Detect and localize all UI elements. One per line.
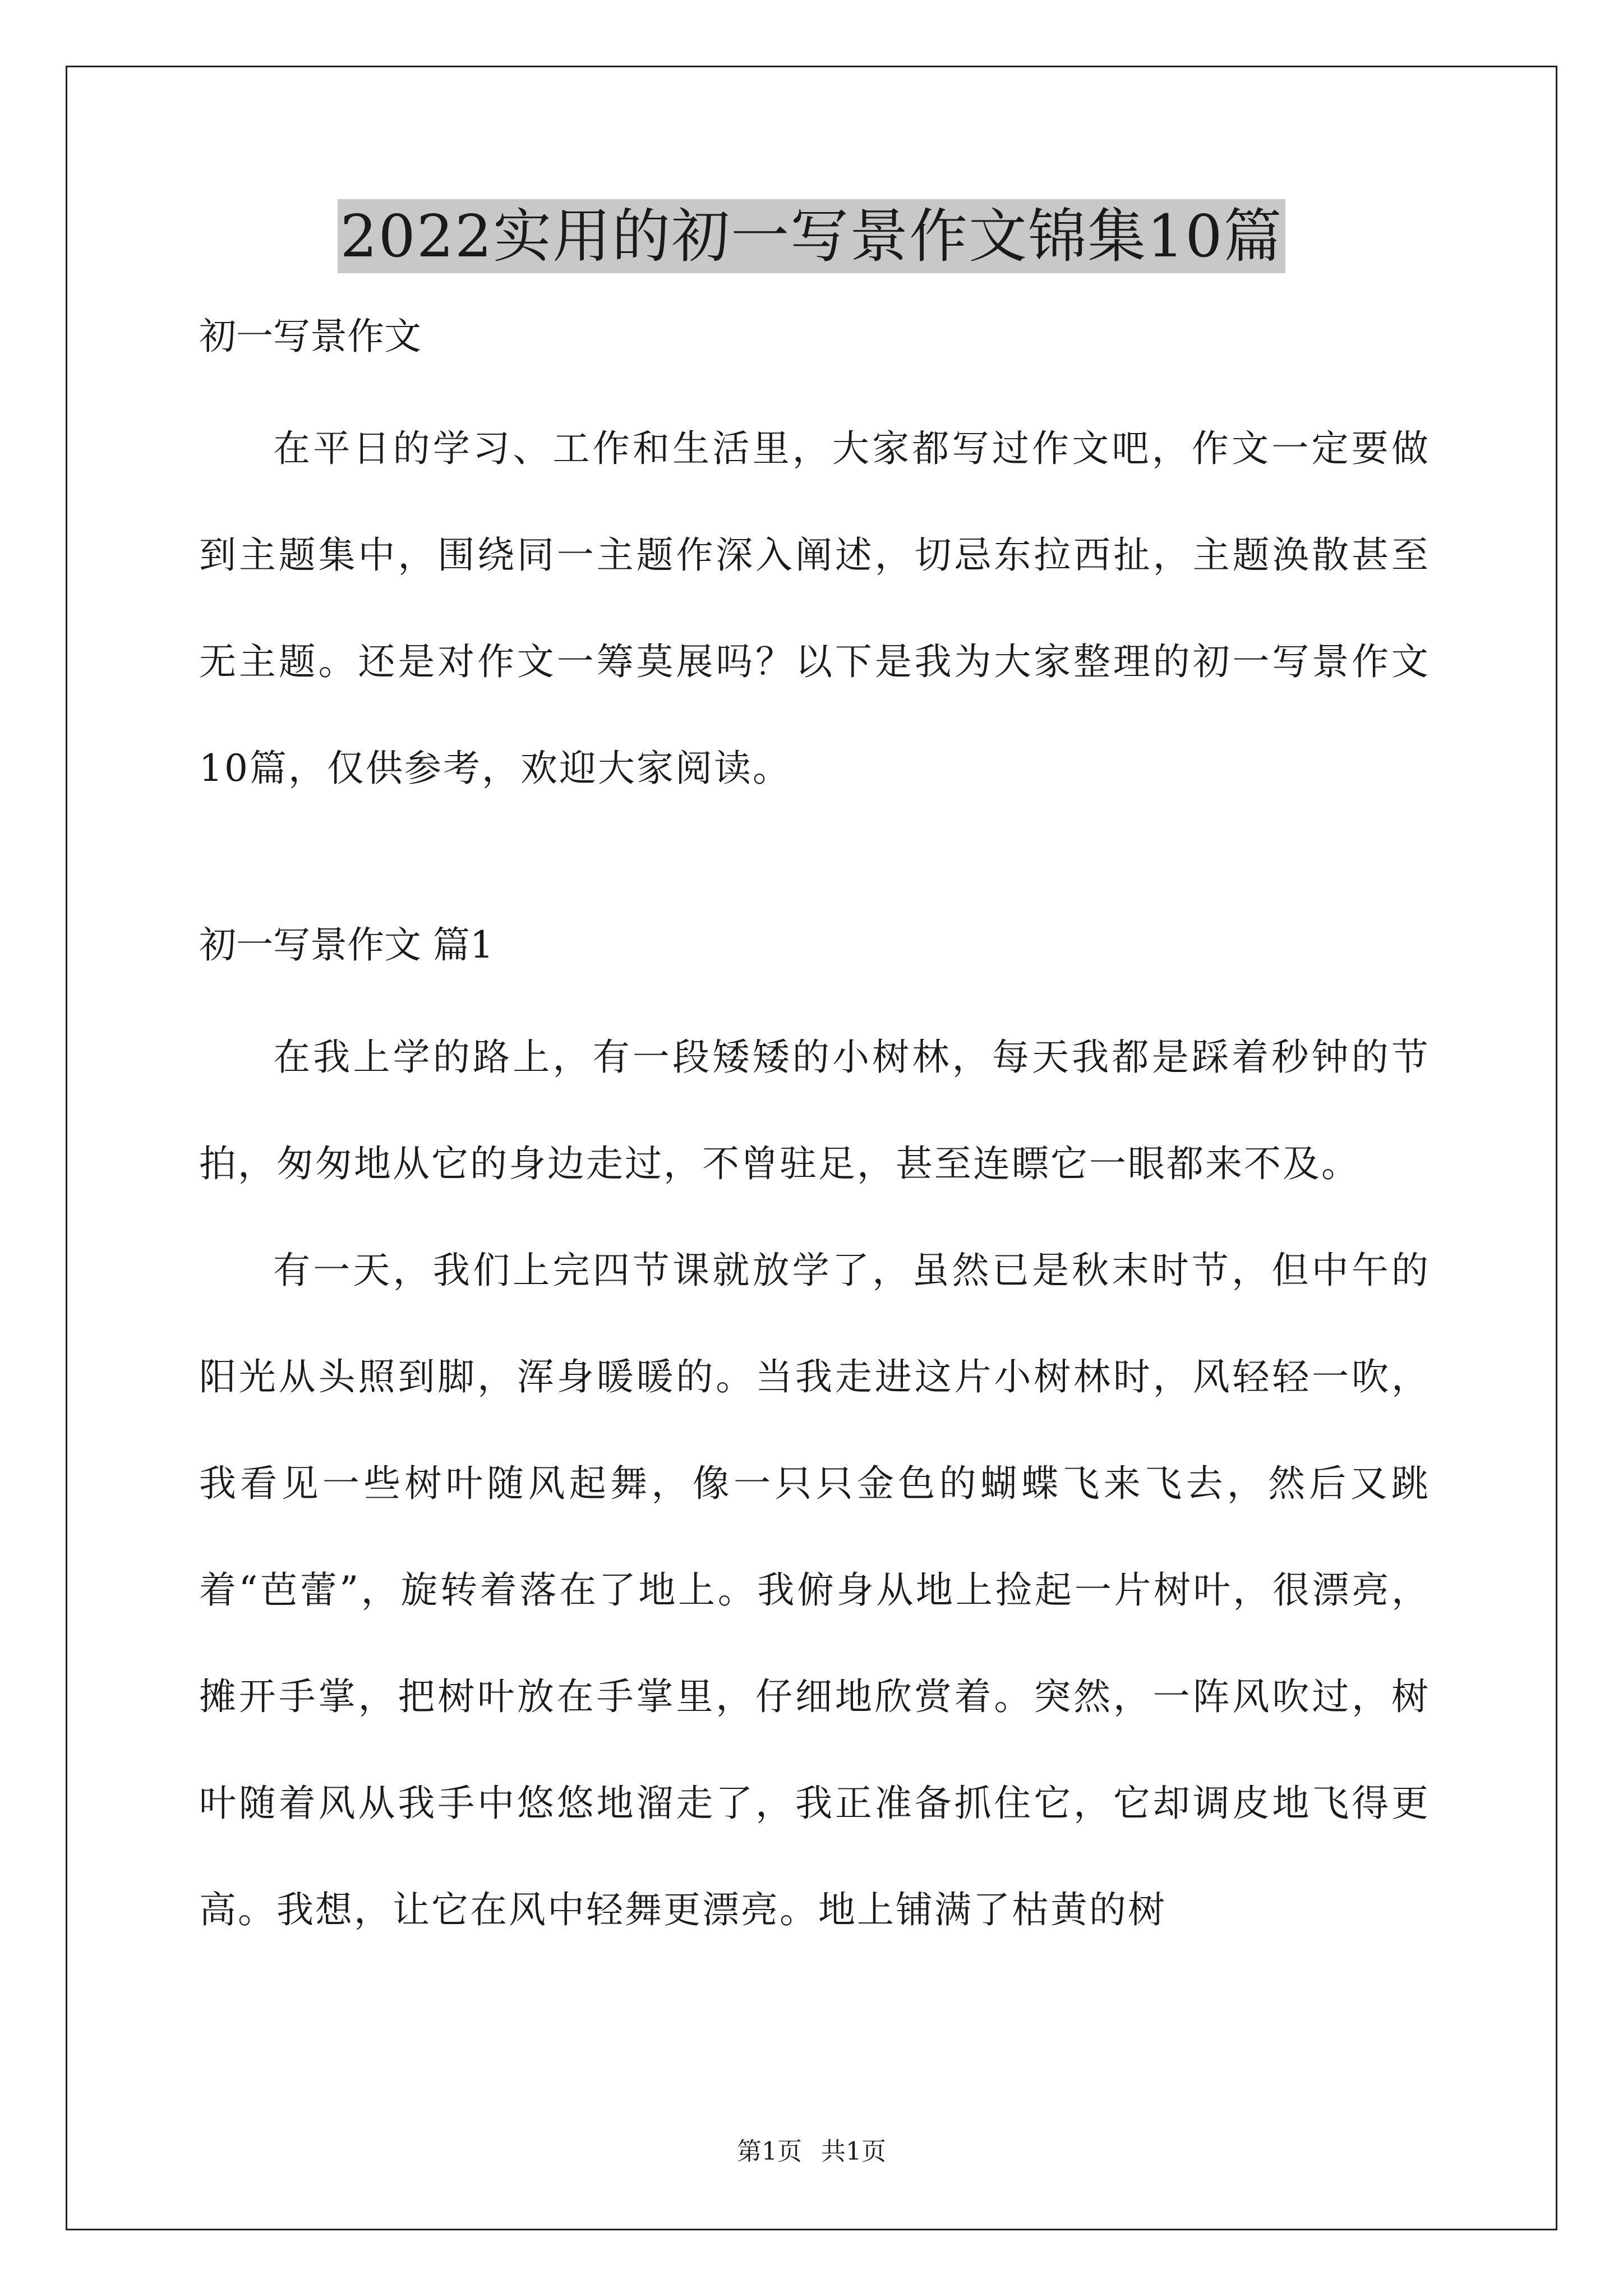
document-body: [199, 311, 1430, 1963]
section-heading: 初一写景作文 篇1: [199, 923, 494, 967]
document-title: 2022实用的初一写景作文锦集10篇: [338, 199, 1285, 273]
intro-heading: 初一写景作文: [199, 315, 421, 358]
page-number-current: 第1页: [737, 2137, 802, 2166]
page-footer: [0, 2136, 1623, 2168]
section-paragraph: 在我上学的路上，有一段矮矮的小树林，每天我都是踩着秒钟的节拍，匆匆地从它的身边走过，不曾驻足，甚至连瞟它一眼都来不及。: [199, 1036, 1430, 1185]
title-container: [0, 199, 1623, 273]
intro-paragraph: 在平日的学习、工作和生活里，大家都写过作文吧，作文一定要做到主题集中，围绕同一主题作深入阐述，切忌东拉西扯，主题涣散甚至无主题。还是对作文一筹莫展吗？以下是我为大家整理的初一写景作文10篇，仅供参考，欢迎大家阅读。: [199, 427, 1430, 790]
page-number-total: 共1页: [821, 2137, 886, 2166]
section-paragraph: 有一天，我们上完四节课就放学了，虽然已是秋末时节，但中午的阳光从头照到脚，浑身暖暖的。当我走进这片小树林时，风轻轻一吹，我看见一些树叶随风起舞，像一只只金色的蝴蝶飞来飞去，然后又跳着“芭蕾”，旋转着落在了地上。我俯身从地上捡起一片树叶，很漂亮，摊开手掌，把树叶放在手掌里，仔细地欣赏着。突然，一阵风吹过，树叶随着风从我手中悠悠地溜走了，我正准备抓住它，它却调皮地飞得更高。我想，让它在风中轻舞更漂亮。地上铺满了枯黄的树: [199, 1249, 1430, 1931]
